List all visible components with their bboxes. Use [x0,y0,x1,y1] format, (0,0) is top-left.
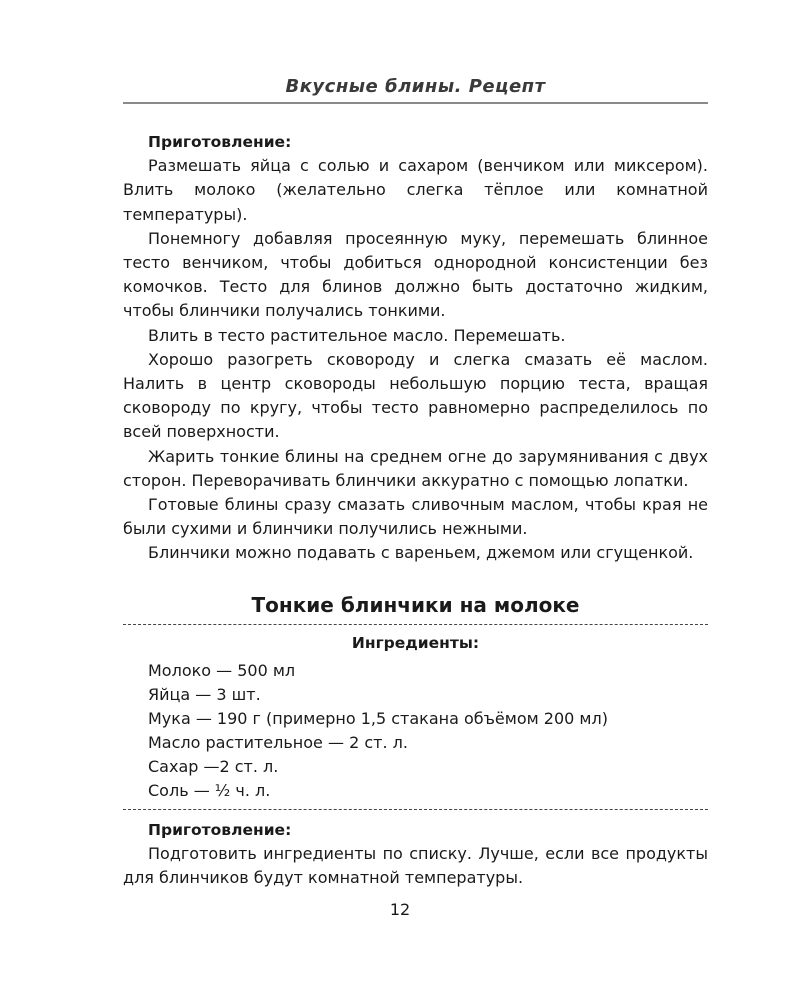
running-header: Вкусные блины. Рецепт [285,76,546,97]
preparation-paragraph: Жарить тонкие блины на среднем огне до зарумянивания с двух сторон. Переворачивать блинчики аккуратно с помощью лопатки. [123,446,708,490]
preparation-paragraph: Блинчики можно подавать с вареньем, джемом или сгущенкой. [148,543,694,563]
ingredients-label: Ингредиенты: [351,633,480,652]
preparation-paragraph: Хорошо разогреть сковороду и слегка смазать её маслом. Налить в центр сковороды небольшую порцию теста, вращая сковороду по кругу, чтобы тесто равномерно распределилось по всей поверхности. [123,349,708,442]
ingredients-list [123,659,708,803]
ingredient-item: Сахар —2 ст. л. [148,756,279,776]
preparation-paragraph-2: Подготовить ингредиенты по списку. Лучше, если все продукты для блинчиков будут комнатной температуры. [123,844,708,888]
page-content [123,130,708,890]
ingredient-item: Соль — ½ ч. л. [148,780,271,800]
dashed-divider-top [123,624,708,625]
page-number: 12 [389,900,411,919]
preparation-label: Приготовление: [148,133,292,151]
recipe-title: Тонкие блинчики на молоке [251,592,580,617]
preparation-label-2: Приготовление: [148,820,292,839]
ingredient-item: Молоко — 500 мл [148,660,296,680]
preparation-paragraph: Понемногу добавляя просеянную муку, перемешать блинное тесто венчиком, чтобы добиться однородной консистенции без комочков. Тесто для блинов должно быть достаточно жидким, чтобы блинчики получались тонкими. [123,228,708,321]
ingredient-item: Яйца — 3 шт. [148,684,261,704]
preparation-paragraph: Влить в тесто растительное масло. Перемешать. [148,325,566,345]
dashed-divider-bottom [123,809,708,810]
ingredient-item: Масло растительное — 2 ст. л. [148,732,408,752]
preparation-paragraph: Готовые блины сразу смазать сливочным маслом, чтобы края не были сухими и блинчики получились нежными. [123,495,708,539]
header-rule [123,102,708,104]
ingredient-item: Мука — 190 г (примерно 1,5 стакана объёмом 200 мл) [148,708,608,728]
preparation-paragraph: Размешать яйца с солью и сахаром (венчиком или миксером). Влить молоко (желательно слегка тёплое или комнатной температуры). [123,156,708,224]
